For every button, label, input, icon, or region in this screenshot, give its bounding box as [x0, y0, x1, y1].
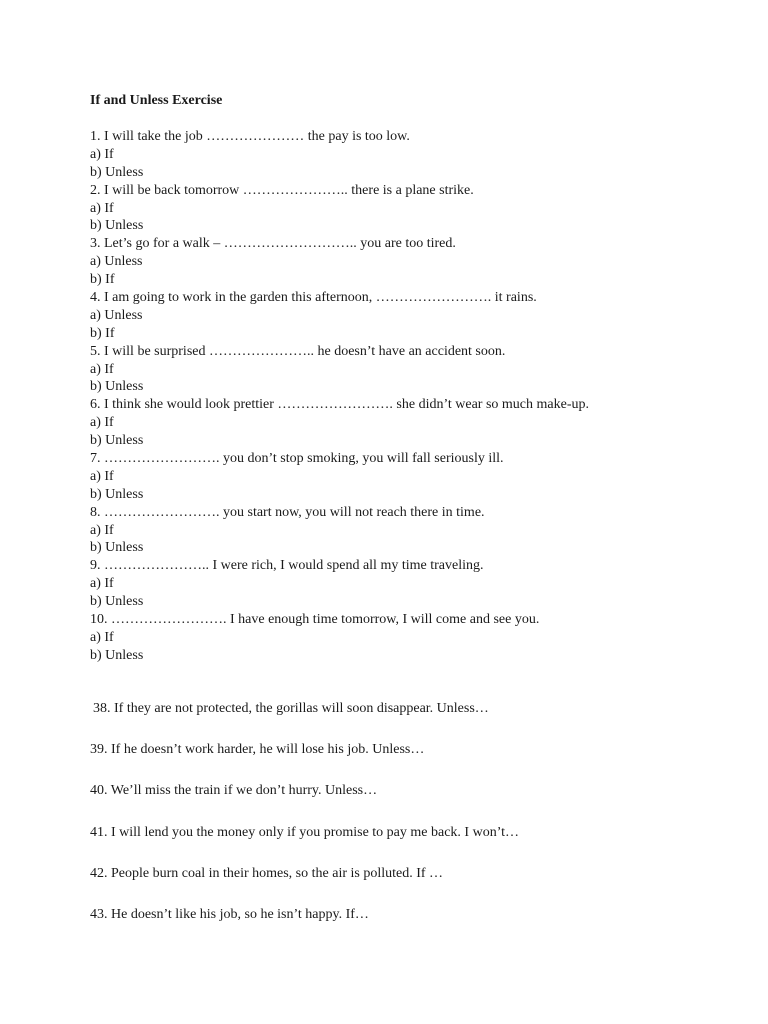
option-b: b) Unless	[90, 218, 144, 234]
question-10	[90, 611, 589, 665]
option-a: a) If	[90, 629, 114, 645]
option-b: b) If	[90, 325, 115, 341]
option-a: a) If	[90, 200, 114, 216]
option-a: a) Unless	[90, 254, 143, 270]
question-4	[90, 289, 589, 343]
question-prompt: 4. I am going to work in the garden this afternoon, ……………………. it rains.	[90, 290, 537, 306]
question-3	[90, 235, 589, 289]
question-5	[90, 343, 589, 397]
option-b: b) Unless	[90, 594, 144, 610]
question-prompt: 2. I will be back tomorrow ………………….. there is a plane strike.	[90, 182, 474, 198]
exercise-title: If and Unless Exercise	[90, 93, 223, 108]
question-prompt: 10. ……………………. I have enough time tomorrow, I will come and see you.	[90, 612, 540, 628]
rewrite-item-42: 42. People burn coal in their homes, so the air is polluted. If …	[90, 866, 444, 881]
option-b: b) If	[90, 272, 115, 288]
question-6	[90, 396, 589, 450]
rewrite-text: 38. If they are not protected, the gorillas will soon disappear. Unless…	[93, 701, 489, 716]
question-prompt: 3. Let’s go for a walk – ……………………….. you are too tired.	[90, 236, 456, 252]
rewrite-item-39: 39. If he doesn’t work harder, he will lose his job. Unless…	[90, 742, 425, 757]
question-8	[90, 504, 589, 558]
question-1	[90, 128, 589, 182]
option-b: b) Unless	[90, 433, 144, 449]
option-b: b) Unless	[90, 647, 144, 663]
option-b: b) Unless	[90, 164, 144, 180]
question-2	[90, 182, 589, 236]
option-a: a) If	[90, 415, 114, 431]
question-7	[90, 450, 589, 504]
option-a: a) If	[90, 522, 114, 538]
question-9	[90, 557, 589, 611]
question-list	[90, 128, 589, 665]
option-a: a) Unless	[90, 307, 143, 323]
option-a: a) If	[90, 361, 114, 377]
question-prompt: 6. I think she would look prettier ……………………. she didn’t wear so much make-up.	[90, 397, 589, 413]
rewrite-item-43: 43. He doesn’t like his job, so he isn’t happy. If…	[90, 907, 369, 922]
option-b: b) Unless	[90, 379, 144, 395]
question-prompt: 1. I will take the job ………………… the pay is too low.	[90, 129, 410, 144]
option-a: a) If	[90, 576, 114, 592]
rewrite-item-41: 41. I will lend you the money only if you promise to pay me back. I won’t…	[90, 825, 520, 840]
option-b: b) Unless	[90, 486, 144, 502]
option-a: a) If	[90, 468, 114, 484]
question-prompt: 5. I will be surprised ………………….. he doesn’t have an accident soon.	[90, 343, 506, 359]
question-prompt: 9. ………………….. I were rich, I would spend all my time traveling.	[90, 558, 484, 574]
question-prompt: 8. ……………………. you start now, you will not reach there in time.	[90, 504, 485, 520]
option-b: b) Unless	[90, 540, 144, 556]
rewrite-item-40: 40. We’ll miss the train if we don’t hurry. Unless…	[90, 783, 378, 798]
question-prompt: 7. ……………………. you don’t stop smoking, you will fall seriously ill.	[90, 451, 504, 467]
option-a: a) If	[90, 146, 114, 162]
rewrite-item-38	[90, 700, 489, 718]
